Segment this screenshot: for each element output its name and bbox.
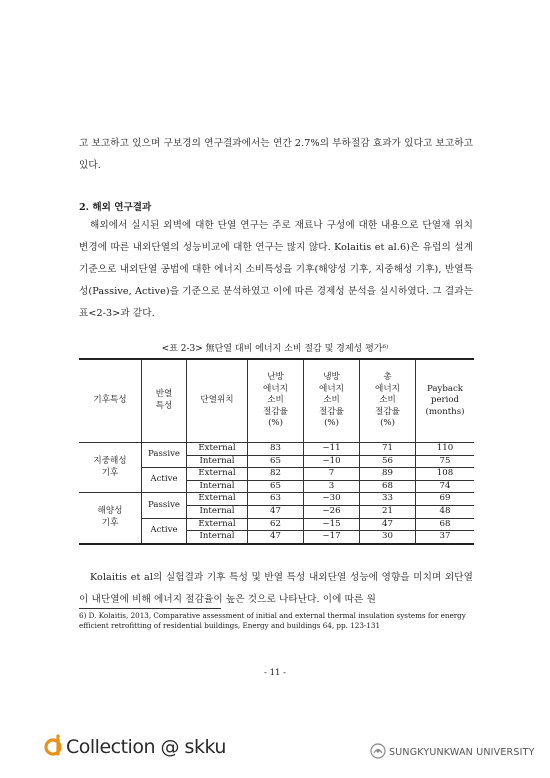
total-cell: 21 [360,505,416,518]
total-cell: 30 [360,531,416,544]
col-header-climate: 기후특성 [79,359,142,443]
university-seal-icon [370,743,386,759]
university-name: SUNGKYUNKWAN UNIVERSITY [389,747,535,758]
body-paragraph-2: 해외에서 실시된 외벽에 대한 단열 연구는 주로 재료나 구성에 대한 내용으로 단열재 위치변경에 따른 내외단열의 성능비교에 대한 연구는 많지 않다. Kolaitis et al.6)은 유럽의 설계기준으로 내외단열 공법에 대한 에너지 소비특성을 기후(해양성 기후, 지중해성 기후), 반열특성(Passive, Active)을 기준으로 분석하였고 이에 따른 경제성 분석을 실시하였다. 그 결과는 표<2-3>과 같다. [79,220,473,319]
cooling-cell: −26 [304,505,360,518]
position-cell: Internal [187,505,248,518]
brand-text: Collection @ skku [66,736,226,758]
heating-cell: 65 [248,455,304,468]
total-cell: 89 [360,468,416,481]
col-header-cooling: 냉방 에너지 소비 절감율 (%) [304,359,360,443]
cooling-cell: 3 [304,480,360,493]
climate-cell: 지중해성 기후 [79,443,142,493]
col-header-heating: 난방 에너지 소비 절감율 (%) [248,359,304,443]
table-row [79,493,474,506]
payback-cell: 69 [416,493,475,506]
heating-cell: 47 [248,505,304,518]
heating-cell: 47 [248,531,304,544]
total-cell: 56 [360,455,416,468]
position-cell: Internal [187,531,248,544]
payback-cell: 74 [416,480,475,493]
body-paragraph-1: 고 보고하고 있으며 구보경의 연구결과에서는 연간 2.7%의 부하절감 효과가 있다고 보고하고 있다. [79,138,473,171]
cooling-cell: −30 [304,493,360,506]
col-header-payback: Payback period (months) [416,359,475,443]
payback-cell: 75 [416,455,475,468]
cooling-cell: −10 [304,455,360,468]
payback-cell: 37 [416,531,475,544]
heating-cell: 83 [248,443,304,456]
table-row [79,443,474,456]
body-paragraph-3: Kolaitis et al의 실험결과 기후 특성 및 반열 특성 내외단열 성능에 영향을 미치며 외단열이 내단열에 비해 에너지 절감율이 높은 것으로 나타난다. 이에 따른 원 [79,572,473,605]
total-cell: 33 [360,493,416,506]
heating-cell: 62 [248,518,304,531]
position-cell: External [187,443,248,456]
position-cell: External [187,468,248,481]
cooling-cell: −17 [304,531,360,544]
heating-cell: 63 [248,493,304,506]
cooling-cell: 7 [304,468,360,481]
dcollection-mark-icon [43,734,65,756]
climate-cell: 해양성 기후 [79,493,142,544]
total-cell: 71 [360,443,416,456]
position-cell: External [187,493,248,506]
position-cell: Internal [187,480,248,493]
col-header-type: 반열 특성 [142,359,187,443]
type-cell: Passive [142,493,187,518]
type-cell: Active [142,518,187,544]
type-cell: Passive [142,443,187,468]
university-logo [370,743,535,759]
energy-savings-table [79,358,474,545]
cooling-cell: −11 [304,443,360,456]
cooling-cell: −15 [304,518,360,531]
position-cell: Internal [187,455,248,468]
payback-cell: 110 [416,443,475,456]
heating-cell: 82 [248,468,304,481]
table-caption: <표 2-3> 無단열 대비 에너지 소비 절감 및 경제성 평가⁶⁾ [161,344,389,354]
payback-cell: 48 [416,505,475,518]
page-number: - 11 - [264,668,286,678]
total-cell: 47 [360,518,416,531]
total-cell: 68 [360,480,416,493]
col-header-total: 총 에너지 소비 절감율 (%) [360,359,416,443]
payback-cell: 108 [416,468,475,481]
footnote: 6) D. Kolaitis, 2013, Comparative assessment of initial and external thermal insulation systems for energy efficient retrofitting of residential buildings, Energy and buildings 64, pp. 123-131 [79,611,466,630]
payback-cell: 68 [416,518,475,531]
col-header-position: 단열위치 [187,359,248,443]
section-heading: 2. 해외 연구결과 [79,202,152,213]
footnote-divider [79,608,221,609]
position-cell: External [187,518,248,531]
dcollection-logo [43,734,226,758]
heating-cell: 65 [248,480,304,493]
type-cell: Active [142,468,187,493]
